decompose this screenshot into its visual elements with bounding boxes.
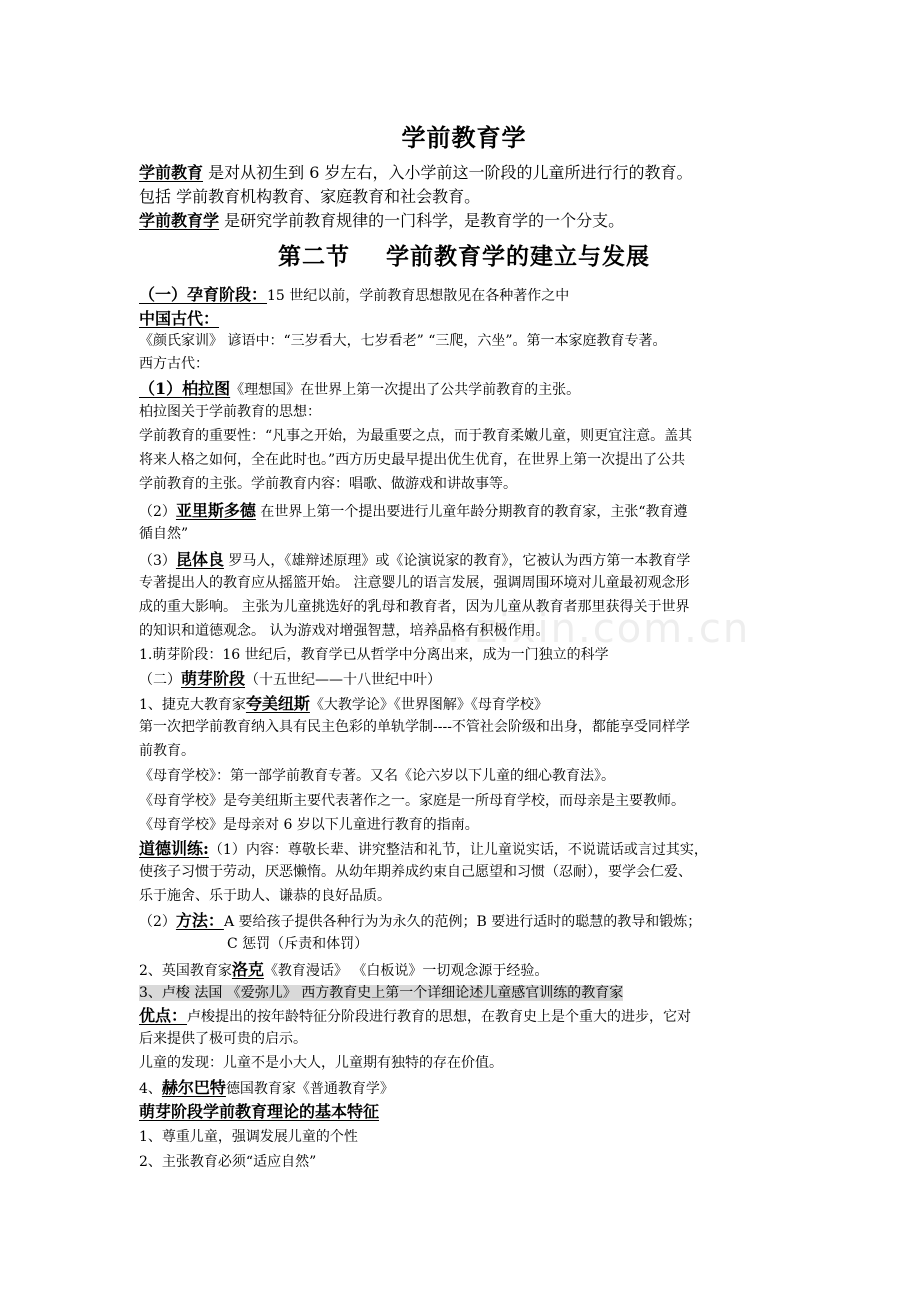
comenius-l2: 前教育。 <box>139 743 195 759</box>
comenius-line: 1、捷克大教育家夸美纽斯《大教学论》《世界图解》《母育学校》 <box>139 694 548 713</box>
locke-line: 2、英国教育家洛克《教育漫话》 《白板说》一切观念源于经验。 <box>139 960 549 979</box>
aristotle-line2: 循自然” <box>139 526 189 542</box>
quint-l2: 专著提出人的教育应从摇篮开始。 注意婴儿的语言发展，强调周围环境对儿童最初观念形 <box>139 575 690 591</box>
def1-line: 学前教育 是对从初生到 6 岁左右，入小学前这一阶段的儿童所进行行的教育。 <box>139 163 693 182</box>
merit-l2: 后来提供了极可贵的启示。 <box>139 1031 307 1047</box>
moral-label: 道德训练: <box>139 839 209 858</box>
sprout-note: 1.萌芽阶段：16 世纪后，教育学已从哲学中分离出来，成为一门独立的科学 <box>139 647 609 663</box>
comenius-l5: 《母育学校》是母亲对 6 岁以下儿童进行教育的指南。 <box>139 817 479 833</box>
plato-p3: 学前教育的主张。学前教育内容：唱歌、做游戏和讲故事等。 <box>139 476 517 492</box>
term-preschool-education: 学前教育 <box>139 163 204 182</box>
china-label-line <box>139 309 219 330</box>
merit-label: 优点： <box>139 1006 188 1025</box>
quint-l4: 的知识和道德观念。 认为游戏对增强智慧，培养品格有积极作用。 <box>139 623 550 639</box>
herbart-name: 赫尔巴特 <box>161 1078 226 1097</box>
stage1-label: （一）孕育阶段： <box>139 285 268 304</box>
child-discovery: 儿童的发现：儿童不是小大人，儿童期有独特的存在价值。 <box>139 1055 503 1071</box>
quint-l3: 成的重大影响。 主张为儿童挑选好的乳母和教育者，因为儿童从教育者那里获得关于世界 <box>139 599 690 615</box>
aristotle-name: 亚里斯多德 <box>175 501 256 520</box>
quint-name: 昆体良 <box>175 550 224 569</box>
method-label: 方法： <box>175 911 224 930</box>
rousseau-line <box>139 984 623 1003</box>
stage2-line: （二）萌芽阶段（十五世纪——十八世纪中叶） <box>139 669 442 688</box>
comenius-l1: 第一次把学前教育纳入具有民主色彩的单轨学制----不管社会阶级和出身，都能享受同样学 <box>139 719 690 735</box>
quint-line: （3）昆体良 罗马人，《雄辩述原理》或《论演说家的教育》，它被认为西方第一本教育学 <box>139 550 691 569</box>
merit-line: 优点：卢梭提出的按年龄特征分阶段进行教育的思想，在教育史上是个重大的进步，它对 <box>139 1006 692 1025</box>
highlighted-text: 3、卢梭 法国 《爱弥儿》 西方教育史上第一个详细论述儿童感官训练的教育家 <box>139 985 624 1001</box>
features-title: 萌芽阶段学前教育理论的基本特征 <box>139 1102 380 1121</box>
west-label: 西方古代： <box>139 356 209 372</box>
plato-p2: 将来人格之如何，全在此时也。”西方历史最早提出优生优育，在世界上第一次提出了公共 <box>139 452 686 468</box>
plato-p1: 学前教育的重要性：“凡事之开始，为最重要之点，而于教育柔嫩儿童，则更宜注意。盖其 <box>139 428 693 444</box>
moral-l3: 乐于施舍、乐于助人、谦恭的良好品质。 <box>139 888 391 904</box>
moral-l2: 使孩子习惯于劳动，厌恶懒惰。从幼年期养成约束自己愿望和习惯（忍耐），要学会仁爱、 <box>139 864 692 880</box>
stage2-name: 萌芽阶段 <box>181 669 246 688</box>
moral-line: 道德训练:（1）内容：尊敬长辈、讲究整洁和礼节，让儿童说实话，不说谎话或言过其实， <box>139 839 708 858</box>
comenius-l4: 《母育学校》是夸美纽斯主要代表著作之一。家庭是一所母育学校，而母亲是主要教师。 <box>139 793 685 809</box>
plato-sub: 柏拉图关于学前教育的思想： <box>139 404 321 420</box>
plato-name: 柏拉图 <box>182 379 231 398</box>
herbart-line: 4、赫尔巴特德国教育家《普通教育学》 <box>139 1078 394 1097</box>
def2-line: 学前教育学 是研究学前教育规律的一门科学，是教育学的一个分支。 <box>139 211 625 230</box>
method-l2: C 惩罚（斥责和体罚） <box>227 936 369 952</box>
aristotle-line: （2）亚里斯多德 在世界上第一个提出要进行儿童年龄分期教育的教育家，主张“教育遵 <box>139 501 688 520</box>
def1-line2: 包括 学前教育机构教育、家庭教育和社会教育。 <box>139 187 481 206</box>
china-label: 中国古代： <box>139 309 220 328</box>
page-title: 学前教育学 <box>401 123 527 152</box>
feature-2: 2、主张教育必须“适应自然” <box>139 1154 317 1170</box>
stage1-line: （一）孕育阶段：15 世纪以前，学前教育思想散见在各种著作之中 <box>139 285 570 304</box>
term-preschool-pedagogy: 学前教育学 <box>139 211 220 230</box>
comenius-l3: 《母育学校》：第一部学前教育专著。又名《论六岁以下儿童的细心教育法》。 <box>139 768 615 784</box>
features-title-line <box>139 1102 379 1122</box>
comenius-name: 夸美纽斯 <box>245 694 310 713</box>
watermark: w.zixin.com.cn <box>430 606 751 652</box>
china-text: 《颜氏家训》 谚语中：“三岁看大，七岁看老” “三爬，六坐”。第一本家庭教育专著。 <box>139 333 667 349</box>
locke-name: 洛克 <box>231 960 264 979</box>
feature-1: 1、尊重儿童，强调发展儿童的个性 <box>139 1129 358 1145</box>
plato-line: （1）柏拉图《理想国》在世界上第一次提出了公共学前教育的主张。 <box>139 379 581 398</box>
section-heading: 第二节 学前教育学的建立与发展 <box>278 243 650 270</box>
method-line: （2）方法：A 要给孩子提供各种行为为永久的范例；B 要进行适时的聪慧的教导和锻炼； <box>139 911 702 930</box>
